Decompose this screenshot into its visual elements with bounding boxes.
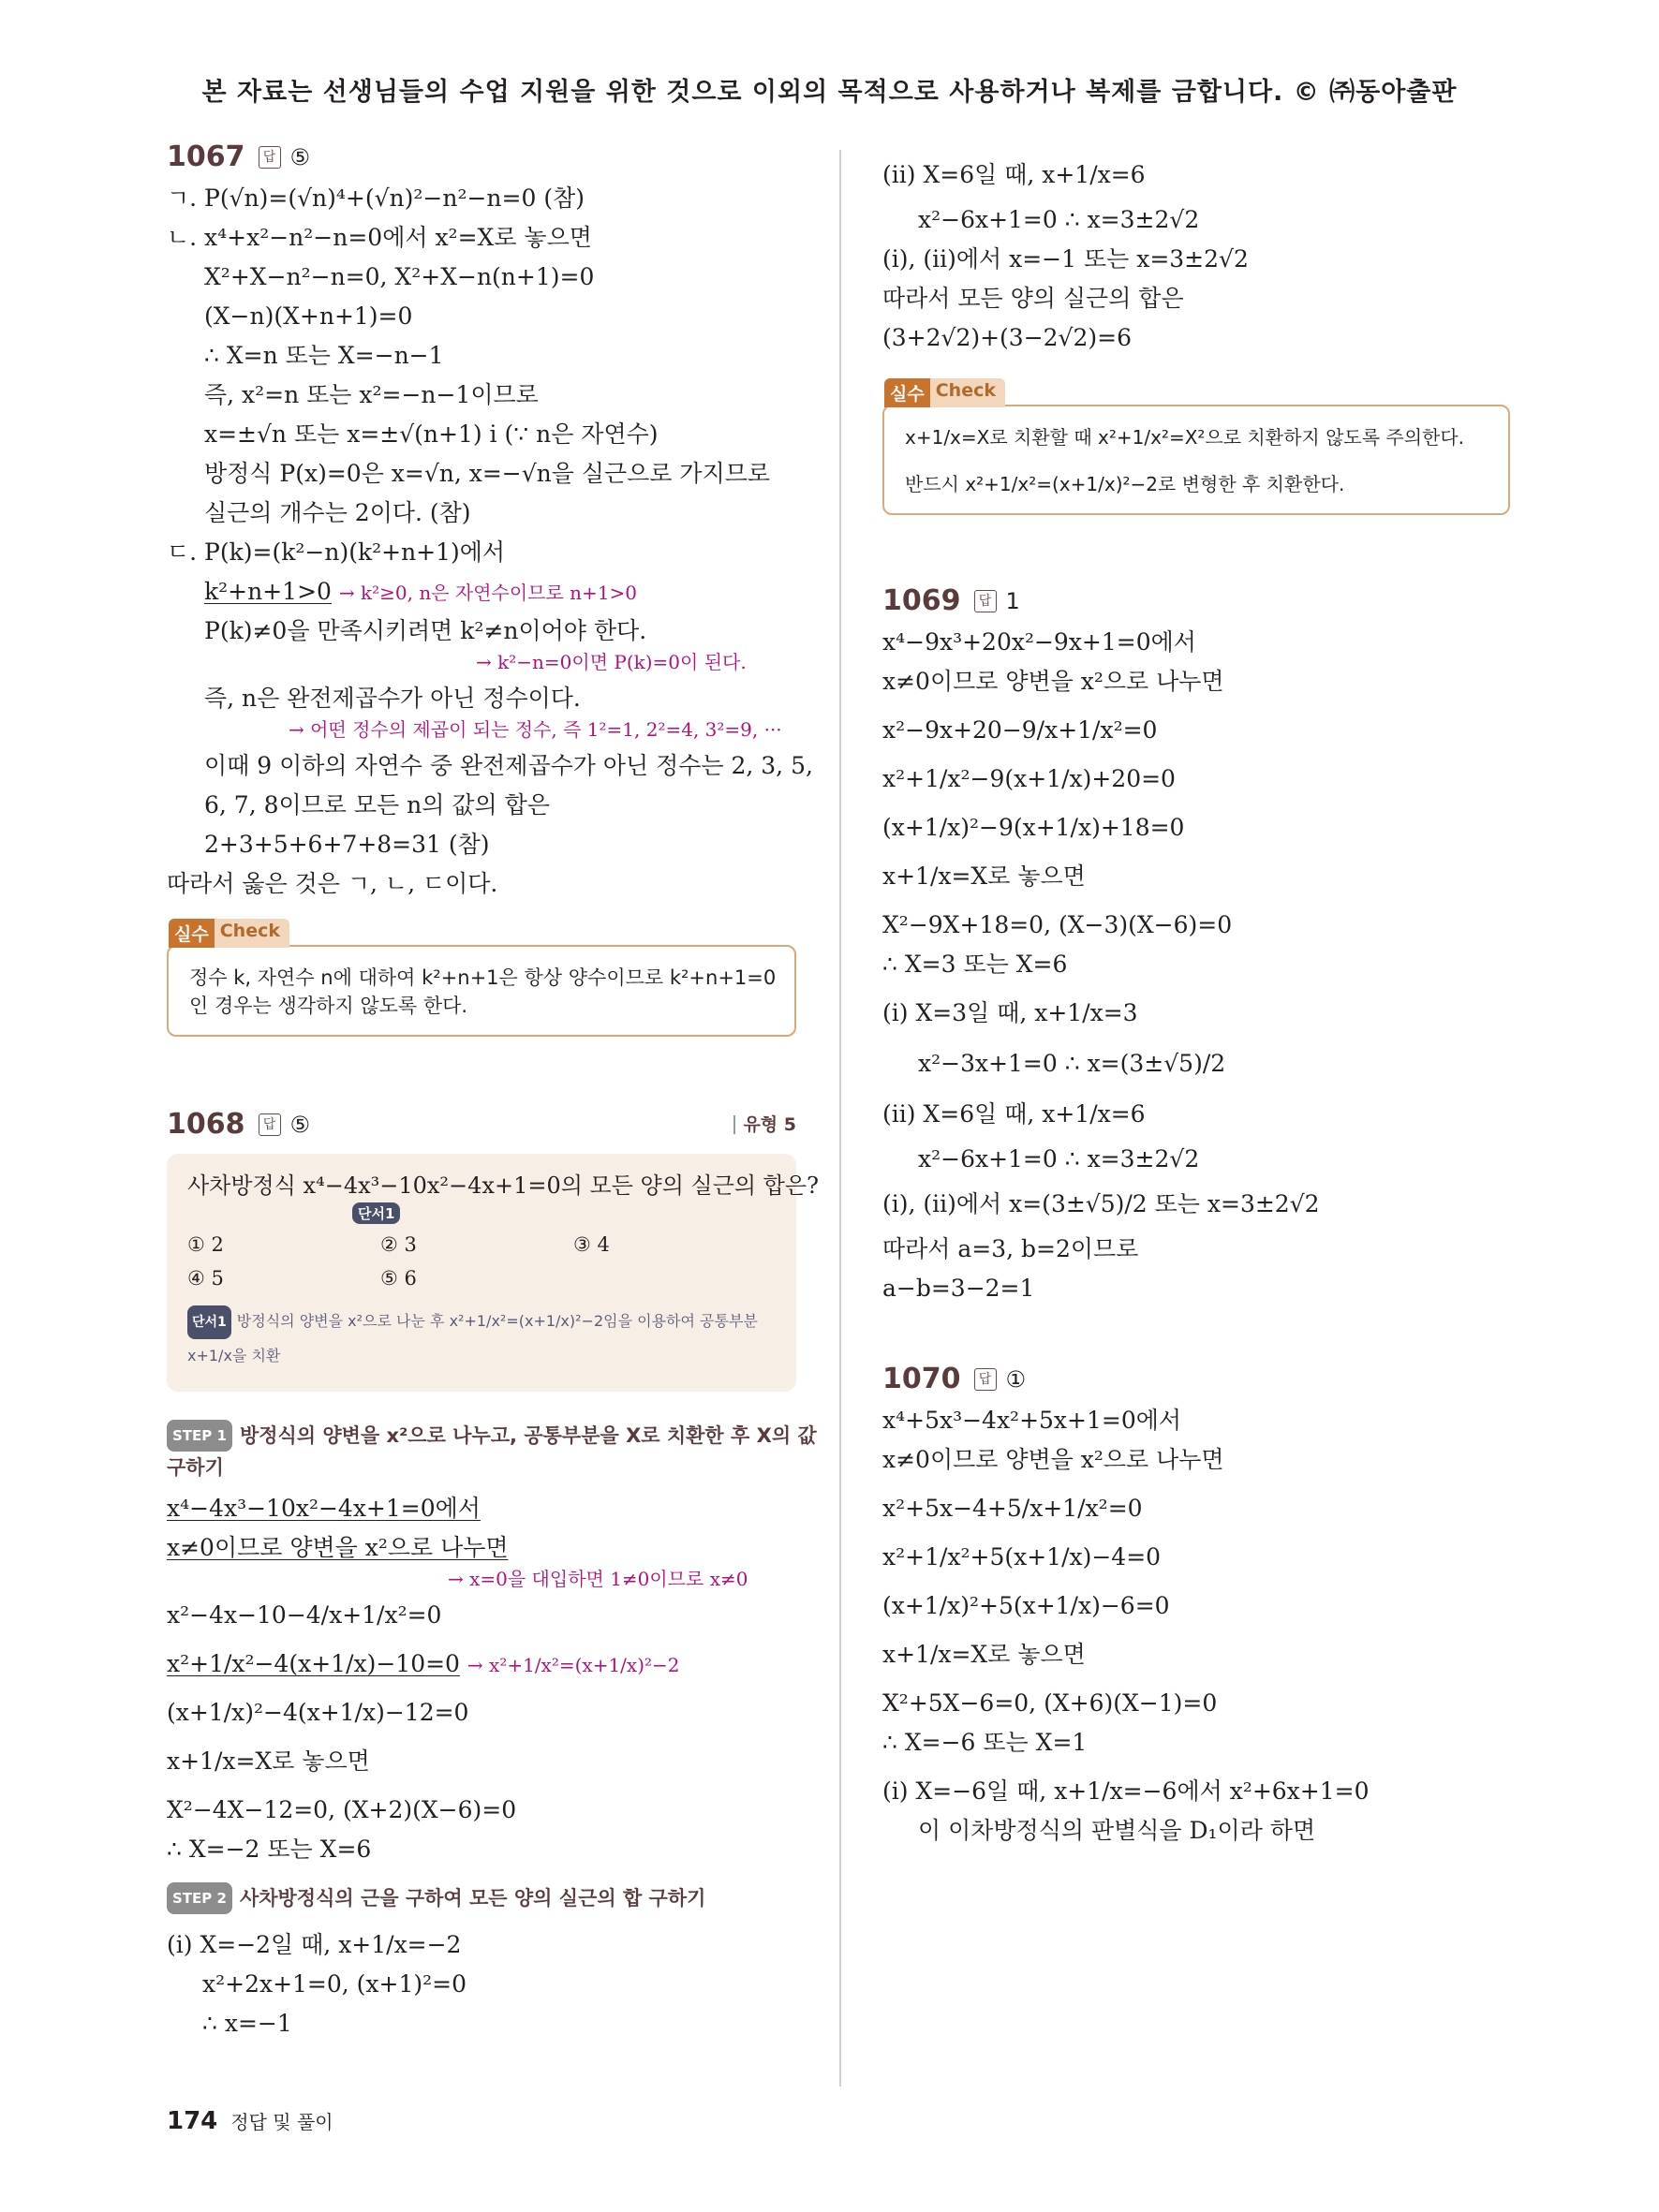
solution-line: ∴ X=3 또는 X=6 (882, 951, 1068, 978)
choices (187, 1228, 776, 1295)
answer-value: ⑤ (289, 143, 311, 170)
solution-line: x²+2x+1=0, (x+1)²=0 (202, 1970, 467, 1998)
answer-badge: 답 (974, 590, 997, 612)
annotation-note: → x=0을 대입하면 1≠0이므로 x≠0 (448, 1568, 748, 1590)
solution-line: (i), (ii)에서 x=(3±√5)/2 또는 x=3±2√2 (882, 1190, 1320, 1217)
solution-line: x+1/x=X로 놓으면 (882, 863, 1086, 890)
solution-line: ∴ X=−6 또는 X=1 (882, 1729, 1088, 1756)
solution-line: x²−6x+1=0 ∴ x=3±2√2 (918, 1145, 1200, 1172)
step2-heading (167, 1882, 796, 1914)
step-title: 방정식의 양변을 x²으로 나누고, 공통부분을 X로 치환한 후 X의 값 (239, 1424, 817, 1447)
solution-line: (i) X=−2일 때, x+1/x=−2 (167, 1931, 462, 1958)
check-tag-label: Check (215, 919, 289, 948)
solution-line: x+1/x=X로 놓으면 (167, 1747, 370, 1775)
step-badge: STEP 2 (167, 1882, 232, 1914)
choice-item: ⑤ 6 (380, 1267, 417, 1290)
solution-line: ∴ X=n 또는 X=−n−1 (204, 342, 444, 369)
solution-line: 따라서 a=3, b=2이므로 (882, 1235, 1139, 1262)
annotation-note: → k²−n=0이면 P(k)=0이 된다. (476, 651, 747, 673)
problem-type-tag: 유형 5 (733, 1115, 796, 1134)
mistake-check-box (882, 380, 1510, 515)
solution-line: 즉, n은 완전제곱수가 아닌 정수이다. (204, 685, 581, 712)
solution-line: ∴ x=−1 (202, 2010, 292, 2037)
check-line: 인 경우는 생각하지 않도록 한다. (189, 995, 468, 1017)
problem-1069-header (882, 584, 1510, 617)
solution-line: 즉, x²=n 또는 x²=−n−1이므로 (204, 381, 539, 408)
solution-line: (ii) X=6일 때, x+1/x=6 (882, 1100, 1146, 1128)
solution-line: 이 이차방정식의 판별식을 D₁이라 하면 (918, 1817, 1316, 1844)
solution-line: 2+3+5+6+7+8=31 (참) (204, 831, 490, 858)
solution-line: 6, 7, 8이므로 모든 n의 값의 합은 (204, 791, 550, 818)
solution-line: x²−9x+20−9/x+1/x²=0 (882, 716, 1158, 744)
question-text: 사차방정식 x⁴−4x³−10x²−4x+1=0의 모든 양의 실근의 합은? (187, 1172, 819, 1199)
solution-line: ㄴ. x⁴+x²−n²−n=0에서 x²=X로 놓으면 (167, 224, 592, 251)
annotation-note: → 어떤 정수의 제곱이 되는 정수, 즉 1²=1, 2²=4, 3²=9, ··· (289, 718, 782, 741)
solution-line: x≠0이므로 양변을 x²으로 나누면 (882, 668, 1224, 695)
solution-line: x+1/x=X로 놓으면 (882, 1641, 1086, 1668)
mistake-check-box (167, 921, 796, 1037)
problem-1070-header (882, 1363, 1510, 1395)
right-column (882, 140, 1510, 1845)
choice-item: ① 2 (187, 1233, 224, 1256)
solution-line: X²−9X+18=0, (X−3)(X−6)=0 (882, 911, 1233, 938)
check-tag (169, 919, 289, 948)
solution-line: (ii) X=6일 때, x+1/x=6 (882, 161, 1146, 188)
solution-line (167, 1495, 796, 1523)
solution-line: x²−4x−10−4/x+1/x²=0 (167, 1601, 442, 1629)
check-tag (884, 378, 1005, 407)
solution-line: (x+1/x)²−9(x+1/x)+18=0 (882, 814, 1185, 841)
solution-line: (i) X=−6일 때, x+1/x=−6에서 x²+6x+1=0 (882, 1777, 1370, 1805)
problem-1068-header (167, 1108, 796, 1141)
solution-line: x≠0이므로 양변을 x²으로 나누면 (882, 1446, 1224, 1473)
problem-number: 1070 (882, 1363, 961, 1395)
solution-line: 실근의 개수는 2이다. (참) (204, 499, 471, 526)
underlined-expression: x⁴−4x³−10x²−4x+1=0에서 (167, 1495, 481, 1522)
solution-line: X²−4X−12=0, (X+2)(X−6)=0 (167, 1796, 517, 1823)
solution-line: x⁴−9x³+20x²−9x+1=0에서 (882, 628, 1196, 656)
answer-value: 1 (1005, 587, 1020, 614)
copyright-banner: 본 자료는 선생님들의 수업 지원을 위한 것으로 이외의 목적으로 사용하거나 복제를 금합니다. © ㈜동아출판 (201, 78, 1458, 107)
clue-text: 방정식의 양변을 x²으로 나눈 후 x²+1/x²=(x+1/x)²−2임을 이용하여 공통부분 (236, 1312, 758, 1330)
problem-number: 1068 (167, 1108, 245, 1141)
solution-line: (x+1/x)²−4(x+1/x)−12=0 (167, 1699, 469, 1726)
annotation-note: → x²+1/x²=(x+1/x)²−2 (467, 1654, 680, 1676)
problem-number: 1067 (167, 140, 245, 173)
underlined-expression: k²+n+1>0 (204, 578, 332, 605)
answer-badge: 답 (259, 1113, 281, 1136)
solution-line (167, 578, 796, 606)
answer-badge: 답 (974, 1368, 997, 1391)
annotation-note: → k²≥0, n은 자연수이므로 n+1>0 (338, 582, 638, 604)
check-line: x+1/x=X로 치환할 때 x²+1/x²=X²으로 치환하지 않도록 주의한다. (905, 426, 1465, 449)
solution-line: ∴ X=−2 또는 X=6 (167, 1836, 372, 1863)
solution-line: (x+1/x)²+5(x+1/x)−6=0 (882, 1592, 1170, 1619)
solution-line: x²+1/x²+5(x+1/x)−4=0 (882, 1543, 1162, 1571)
solution-line: x=±√n 또는 x=±√(n+1) i (∵ n은 자연수) (204, 420, 659, 448)
choice-item: ④ 5 (187, 1267, 224, 1290)
footer-label: 정답 및 풀이 (230, 2111, 333, 2133)
underlined-expression: x²+1/x²−4(x+1/x)−10=0 (167, 1650, 460, 1677)
clue-hint-cont: x+1/x을 치환 (187, 1347, 281, 1364)
column-divider (839, 150, 841, 2087)
solution-line: a−b=3−2=1 (882, 1275, 1035, 1302)
choice-item: ② 3 (380, 1233, 417, 1256)
solution-line: (i) X=3일 때, x+1/x=3 (882, 999, 1138, 1026)
solution-line: 따라서 모든 양의 실근의 합은 (882, 285, 1184, 312)
clue-badge: 단서1 (352, 1202, 400, 1224)
solution-line: x²−6x+1=0 ∴ x=3±2√2 (918, 206, 1200, 233)
problem-1067-header (167, 140, 796, 173)
solution-line: X²+X−n²−n=0, X²+X−n(n+1)=0 (204, 263, 595, 290)
check-tag-label: 실수 (169, 919, 215, 948)
solution-line (167, 1534, 796, 1562)
problem-number: 1069 (882, 584, 961, 617)
solution-line: 방정식 P(x)=0은 x=√n, x=−√n을 실근으로 가지므로 (204, 460, 771, 487)
clue-badge: 단서1 (187, 1305, 231, 1339)
page-number: 174 (167, 2107, 218, 2135)
solution-line (167, 1650, 796, 1678)
answer-badge: 답 (259, 146, 281, 169)
left-column (167, 140, 819, 2038)
clue-hint (187, 1305, 776, 1339)
choice-item: ③ 4 (573, 1233, 610, 1256)
step1-heading (167, 1420, 817, 1452)
solution-line: ㄱ. P(√n)=(√n)⁴+(√n)²−n²−n=0 (참) (167, 184, 585, 212)
step1-heading-cont: 구하기 (167, 1456, 224, 1479)
question-box (167, 1154, 819, 1392)
step-title: 사차방정식의 근을 구하여 모든 양의 실근의 합 구하기 (239, 1887, 706, 1910)
check-line: 반드시 x²+1/x²=(x+1/x)²−2로 변형한 후 치환한다. (905, 473, 1345, 495)
solution-line: x²+5x−4+5/x+1/x²=0 (882, 1495, 1143, 1522)
solution-line: (i), (ii)에서 x=−1 또는 x=3±2√2 (882, 245, 1249, 273)
solution-line: 따라서 옳은 것은 ㄱ, ㄴ, ㄷ이다. (167, 870, 498, 897)
solution-line: x⁴+5x³−4x²+5x+1=0에서 (882, 1407, 1182, 1434)
check-tag-label: 실수 (884, 378, 930, 407)
check-line: 정수 k, 자연수 n에 대하여 k²+n+1은 항상 양수이므로 k²+n+1=0 (189, 966, 777, 989)
solution-line: (3+2√2)+(3−2√2)=6 (882, 324, 1133, 351)
solution-line: P(k)≠0을 만족시키려면 k²≠n이어야 한다. (204, 617, 647, 644)
solution-line: 이때 9 이하의 자연수 중 완전제곱수가 아닌 정수는 2, 3, 5, (204, 752, 813, 779)
solution-line: (X−n)(X+n+1)=0 (204, 302, 413, 330)
solution-line: X²+5X−6=0, (X+6)(X−1)=0 (882, 1689, 1218, 1717)
answer-value: ⑤ (289, 1111, 311, 1138)
step-badge: STEP 1 (167, 1420, 232, 1452)
underlined-expression: x≠0이므로 양변을 x²으로 나누면 (167, 1534, 509, 1561)
solution-line: ㄷ. P(k)=(k²−n)(k²+n+1)에서 (167, 538, 506, 566)
solution-line: x²−3x+1=0 ∴ x=(3±√5)/2 (918, 1050, 1226, 1077)
solution-line: x²+1/x²−9(x+1/x)+20=0 (882, 765, 1176, 792)
page-footer (167, 2107, 333, 2135)
answer-value: ① (1005, 1365, 1027, 1393)
check-tag-label: Check (930, 378, 1005, 407)
